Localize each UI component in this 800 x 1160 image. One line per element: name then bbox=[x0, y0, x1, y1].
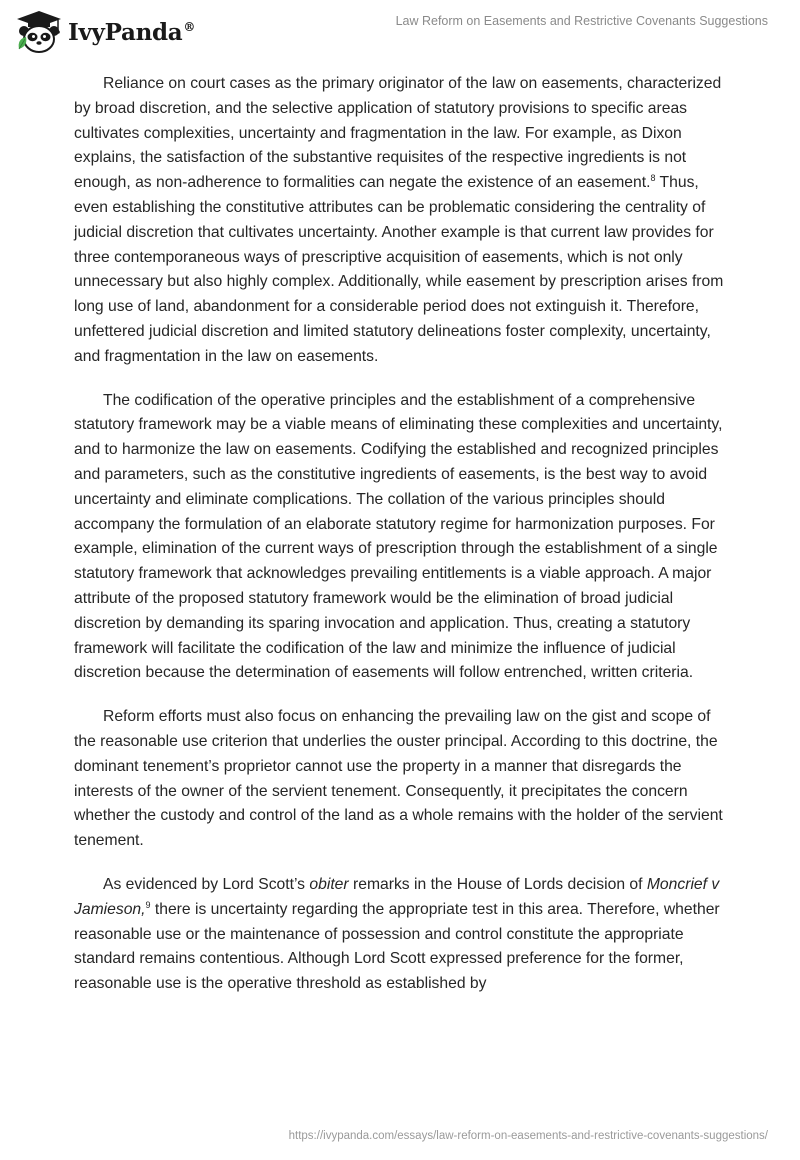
page-header bbox=[0, 0, 800, 60]
paragraph-2: The codification of the operative principles and the establishment of a comprehensive statutory framework may be a viable means of eliminating these complexities and uncertainty, and to harmonize the law on easements. Codifying the established and recognized principles and parameters, such as the constitutive ingredients of easements, is the best way to avoid uncertainty and eliminate complications. The collation of the various principles should accompany the formulation of an elaborate statutory regime for harmonization purposes. For example, elimination of the current ways of prescription through the establishment of a single statutory framework that acknowledges prevailing entitlements is a viable approach. A major attribute of the proposed statutory framework would be the elimination of broad judicial discretion by demanding its sparing invocation and application. Thus, creating a statutory framework will facilitate the codification of the law and minimize the influence of judicial discretion because the determination of easements will follow entrenched, written criteria. bbox=[74, 391, 723, 682]
ivypanda-logo[interactable] bbox=[15, 9, 195, 55]
paragraph-4: As evidenced by Lord Scott’s obiter remarks in the House of Lords decision of Moncrief v Jamieson,$^9$ there is uncertainty regarding the appropriate test in this area. Therefore, whether reasonable use or the maintenance of possession and control constitute the appropriate standard remains contentious. Although Lord Scott expressed preference for the former, reasonable use is the operative threshold as established by bbox=[74, 875, 720, 993]
source-url[interactable]: https://ivypanda.com/essays/law-reform-on-easements-and-restrictive-covenants-suggestions/ bbox=[288, 1130, 768, 1142]
paragraph-1: Reliance on court cases as the primary originator of the law on easements, characterized by broad discretion, and the selective application of statutory provisions to specific areas cultivates complexities, uncertainty and fragmentation in the law. For example, as Dixon explains, the satisfaction of the substantive requisites of the respective ingredients is not enough, as non-adherence to formalities can negate the existence of an easement.$^8$ Thus, even establishing the constitutive attributes can be problematic considering the centrality of judicial discretion that cultivates uncertainty. Another example is that current law provides for three contemporaneous ways of prescriptive acquisition of easements, which is not only unnecessary but also highly complex. Additionally, while easement by prescription arises from long use of land, abandonment for a considerable period does not extinguish it. Therefore, unfettered judicial discretion and limited statutory delineations foster complexity, uncertainty, and fragmentation in the law on easements. bbox=[74, 75, 724, 365]
panda-graduate-icon bbox=[15, 9, 63, 55]
brand-name: IvyPanda® bbox=[68, 18, 196, 46]
essay-body bbox=[74, 72, 734, 1016]
footnote-ref-9[interactable]: 9 bbox=[145, 899, 151, 910]
document-title: Law Reform on Easements and Restrictive Covenants Suggestions bbox=[395, 14, 768, 28]
paragraph-3: Reform efforts must also focus on enhancing the prevailing law on the gist and scope of the reasonable use criterion that underlies the ouster principal. According to this doctrine, the dominant tenement’s proprietor cannot use the property in a manner that disregards the interests of the owner of the servient tenement. Consequently, it precipitates the concern whether the custody and control of the land as a whole remains with the holder of the servient tenement. bbox=[74, 708, 723, 850]
footnote-ref-8[interactable]: 8 bbox=[650, 173, 656, 184]
